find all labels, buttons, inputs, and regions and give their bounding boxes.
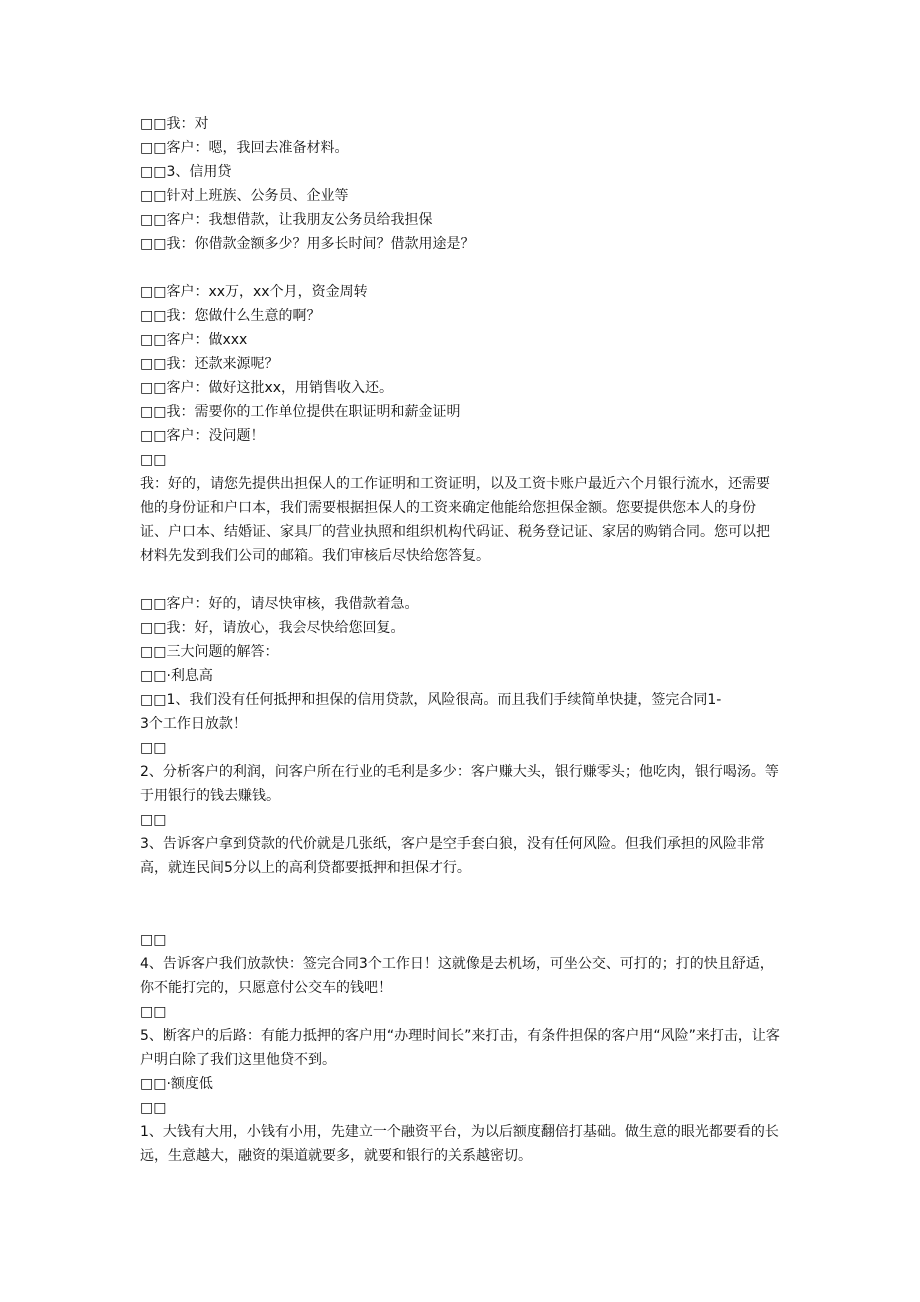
text-line: □□我：好，请放心，我会尽快给您回复。 [140,620,405,636]
text-line: □□1、我们没有任何抵押和担保的信用贷款，风险很高。而且我们手续简单快捷，签完合同1- [140,692,722,708]
text-line: □□客户：我想借款，让我朋友公务员给我担保 [140,212,433,228]
spacer [140,880,780,928]
text-line: □□ [140,1100,167,1116]
paragraph: 3、告诉客户拿到贷款的代价就是几张纸，客户是空手套白狼，没有任何风险。但我们承担的风险非常高，就连民间5分以上的高利贷都要抵押和担保才行。 [140,836,765,876]
spacer [140,256,780,280]
subheading: □□·利息高 [140,668,213,684]
text-line: □□我：你借款金额多少？用多长时间？借款用途是？ [140,236,475,252]
paragraph: 5、断客户的后路：有能力抵押的客户用“办理时间长”来打击，有条件担保的客户用“风险”来打击，让客户明白除了我们这里他贷不到。 [140,1028,780,1068]
text-line: 3个工作日放款！ [140,716,247,732]
text-line: □□客户：嗯，我回去准备材料。 [140,140,349,156]
text-line: □□ [140,452,167,468]
text-line: □□我：您做什么生意的啊？ [140,308,321,324]
text-line: □□ [140,812,167,828]
spacer [140,568,780,592]
document-body [140,112,780,1168]
text-line: □□三大问题的解答： [140,644,279,660]
text-line: □□ [140,932,167,948]
text-line: □□客户：没问题！ [140,428,265,444]
paragraph: 2、分析客户的利润，问客户所在行业的毛利是多少：客户赚大头，银行赚零头；他吃肉，银行喝汤。等于用银行的钱去赚钱。 [140,764,779,804]
text-line: □□客户：xx万，xx个月，资金周转 [140,284,368,300]
text-line: □□客户：好的，请尽快审核，我借款着急。 [140,596,419,612]
subheading: □□·额度低 [140,1076,213,1092]
text-line: □□客户：做好这批xx，用销售收入还。 [140,380,394,396]
text-line: □□我：还款来源呢？ [140,356,279,372]
paragraph: 4、告诉客户我们放款快：签完合同3个工作日！这就像是去机场，可坐公交、可打的；打的快且舒适，你不能打完的，只愿意付公交车的钱吧！ [140,956,774,996]
text-line: □□我：对 [140,116,209,132]
text-line: □□我：需要你的工作单位提供在职证明和薪金证明 [140,404,461,420]
paragraph: 1、大钱有大用，小钱有小用，先建立一个融资平台，为以后额度翻倍打基础。做生意的眼光都要看的长远，生意越大，融资的渠道就要多，就要和银行的关系越密切。 [140,1124,779,1164]
text-line: □□ [140,740,167,756]
paragraph: 我：好的，请您先提供出担保人的工作证明和工资证明，以及工资卡账户最近六个月银行流水，还需要他的身份证和户口本，我们需要根据担保人的工资来确定他能给您担保金额。您要提供您本人的身份证、户口本、结婚证、家具厂的营业执照和组织机构代码证、税务登记证、家居的购销合同。您可以把材料先发到我们公司的邮箱。我们审核后尽快给您答复。 [140,476,770,564]
text-line: □□ [140,1004,167,1020]
text-line: □□客户：做xxx [140,332,248,348]
text-line: □□针对上班族、公务员、企业等 [140,188,349,204]
section-heading: □□3、信用贷 [140,164,232,180]
